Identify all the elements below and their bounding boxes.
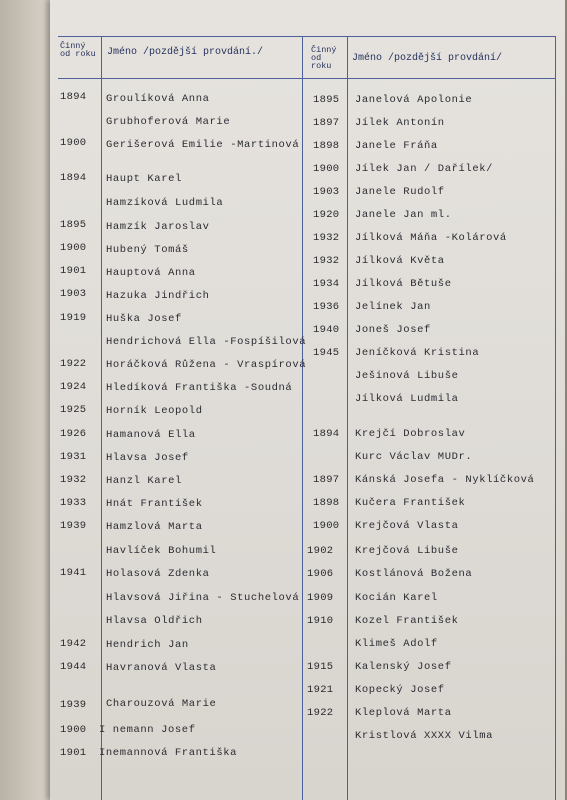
left-year: 1924 [60,381,87,393]
right-year: 1898 [313,140,340,152]
right-year: 1940 [313,324,340,336]
right-year: 1897 [313,117,340,129]
right-name: Janelová Apolonie [355,94,473,106]
left-year-column-rule [101,36,102,800]
left-name: Groulíková Anna [106,93,210,105]
left-name: Hanzl Karel [106,475,182,487]
right-year: 1902 [307,545,334,557]
left-name: Hendrichová Ella -Fospíšilová [106,336,307,348]
left-name: Hamzlová Marta [106,521,203,533]
left-name: Horník Leopold [106,405,203,417]
right-name: Kopecký Josef [355,684,445,696]
left-year: 1939 [60,699,87,711]
right-year: 1900 [313,163,340,175]
right-name: Kánská Josefa - Nyklíčková [355,474,535,486]
left-name: Gerišerová Emilie -Martinová [106,139,300,151]
left-year: 1931 [60,451,87,463]
right-year: 1898 [313,497,340,509]
right-year: 1906 [307,568,334,580]
left-name: Grubhoferová Marie [106,116,231,128]
right-name: Kučera František [355,497,466,509]
left-name: Hledíková Františka -Soudná [106,382,293,394]
right-name: Kocián Karel [355,592,438,604]
left-name: Hnát František [106,498,203,510]
right-name: Joneš Josef [355,324,431,336]
left-name: Huška Josef [106,313,182,325]
right-name: Jílek Jan / Dařílek/ [355,163,494,175]
right-name: Jílková Ludmila [355,393,459,405]
right-name: Ješinová Libuše [355,370,459,382]
left-year: 1932 [60,474,87,486]
left-name: Havlíček Bohumil [106,545,217,557]
right-name: Krejčí Dobroslav [355,428,466,440]
right-name: Kleplová Marta [355,707,452,719]
left-name: Hazuka Jindřich [106,290,210,302]
left-name: Holasová Zdenka [106,568,210,580]
left-year: 1926 [60,428,87,440]
left-year: 1925 [60,404,87,416]
right-year: 1895 [313,94,340,106]
right-name: Jílek Antonín [355,117,445,129]
left-year: 1894 [60,91,87,103]
left-name: Hauptová Anna [106,267,196,279]
left-year: 1922 [60,358,87,370]
left-year: 1900 [60,242,87,254]
header-bottom-rule [58,78,556,79]
right-name: Janele Fráňa [355,140,438,152]
left-name: Haupt Karel [106,173,182,185]
left-year: 1901 [60,265,87,277]
right-name: Kalenský Josef [355,661,452,673]
left-year: 1900 [60,724,87,736]
right-name: Janele Rudolf [355,186,445,198]
left-year: 1901 [60,747,87,759]
left-year: 1939 [60,520,87,532]
right-year: 1920 [313,209,340,221]
middle-column-rule [302,36,303,800]
left-year: 1933 [60,497,87,509]
left-name: Havranová Vlasta [106,662,217,674]
left-name: Hamzíková Ludmila [106,197,224,209]
left-year: 1903 [60,288,87,300]
left-name: Horáčková Růžena - Vraspírová [106,359,307,371]
right-year: 1922 [307,707,334,719]
right-name: Kozel František [355,615,459,627]
right-year: 1909 [307,592,334,604]
left-year: 1895 [60,219,87,231]
right-name-header: Jméno /pozdější provdání/ [352,53,503,64]
right-name: Jeníčková Kristina [355,347,480,359]
right-name: Kurc Václav MUDr. [355,451,473,463]
right-year-header: Činný od roku [311,45,337,71]
right-year: 1945 [313,347,340,359]
right-name: Krejčová Libuše [355,545,459,557]
left-name: Hendrich Jan [106,639,189,651]
left-name-header: Jméno /pozdější provdání./ [107,47,264,58]
right-year: 1903 [313,186,340,198]
left-year: 1944 [60,661,87,673]
right-year: 1934 [313,278,340,290]
right-year: 1897 [313,474,340,486]
right-year: 1894 [313,428,340,440]
right-edge-rule [555,36,556,800]
left-name: Hlavsová Jiřina - Stuchelová [106,592,300,604]
left-name: Hlavsa Oldřich [106,615,203,627]
right-year: 1921 [307,684,334,696]
left-year: 1900 [60,137,87,149]
left-name: Hamzík Jaroslav [106,221,210,233]
left-year: 1894 [60,172,87,184]
left-year-header: Činný od roku [60,41,96,59]
right-name: Klimeš Adolf [355,638,438,650]
right-year-column-rule [347,36,348,800]
right-name: Jílková Bětuše [355,278,452,290]
right-name: Kristlová XXXX Vilma [355,730,494,742]
left-year: 1942 [60,638,87,650]
left-year: 1919 [60,312,87,324]
right-name: Janele Jan ml. [355,209,452,221]
right-year: 1910 [307,615,334,627]
right-year: 1900 [313,520,340,532]
left-name: Hubený Tomáš [106,244,189,256]
left-name: Hlavsa Josef [106,452,189,464]
left-name: Hamanová Ella [106,429,196,441]
left-name: Charouzová Marie [106,698,217,710]
right-year: 1932 [313,255,340,267]
right-year: 1936 [313,301,340,313]
right-name: Jílková Máňa -Kolárová [355,232,507,244]
right-name: Jílková Květa [355,255,445,267]
right-name: Jelínek Jan [355,301,431,313]
left-year: 1941 [60,567,87,579]
right-year: 1915 [307,661,334,673]
right-name: Krejčová Vlasta [355,520,459,532]
left-name: I nemann Josef [99,724,196,736]
header-top-rule [58,36,556,37]
right-year: 1932 [313,232,340,244]
left-name: Inemannová Františka [99,747,238,759]
right-name: Kostlánová Božena [355,568,473,580]
